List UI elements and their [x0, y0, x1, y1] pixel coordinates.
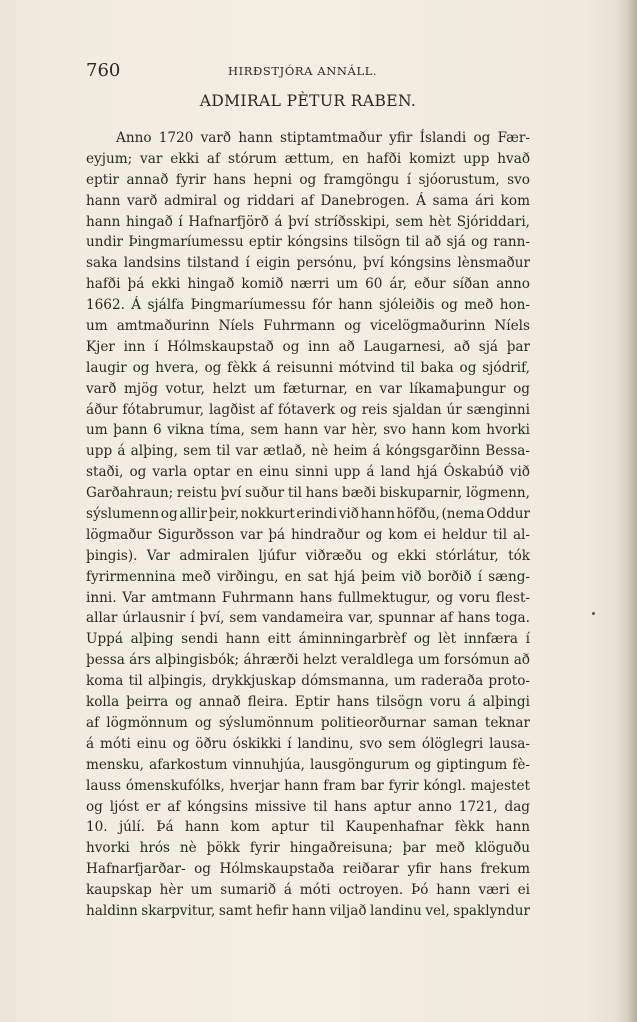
text-line: hvorki hrós nè þökk fyrir hingaðreisuna; þar með klöguðu	[86, 840, 530, 857]
text-line: staði, og varla optar en einu sinni upp á land hjá Óskabúð við	[86, 464, 530, 481]
text-line: 1662. Á sjálfa Þingmaríumessu fór hann sjóleiðis og með hon-	[86, 297, 530, 314]
margin-mark	[592, 612, 595, 615]
text-line: saka landsins tilstand í eigin persónu, því kóngsins lènsmaður	[86, 255, 530, 272]
text-line: þingis). Var admiralen ljúfur viðræðu og ekki stórlátur, tók	[86, 547, 530, 564]
text-line: allar úrlausnir í því, sem vandameira var, spunnar af hans toga.	[86, 610, 530, 627]
text-line: Anno 1720 varð hann stiptamtmaður yfir Íslandi og Fær-	[116, 130, 530, 146]
text-line: þessa árs alþingisbók; áhrærði helzt veraldlega um forsómun að	[86, 652, 530, 669]
text-line: eyjum; var ekki af stórum ættum, en hafði komizt upp hvað	[86, 150, 530, 167]
text-line: mensku, afarkostum vinnuhjúa, lausgöngurum og giptingum fè-	[86, 756, 530, 773]
text-line: inni. Var amtmann Fuhrmann hans fullmektugur, og voru flest-	[86, 589, 530, 606]
body-paragraph	[86, 128, 530, 922]
text-line: um amtmaðurinn Níels Fuhrmann og vicelögmaðurinn Níels	[86, 318, 530, 335]
chapter-title: ADMIRAL PÈTUR RABEN.	[199, 92, 417, 110]
text-line: Garðahraun; reistu því suður til hans bæði biskuparnir, lögmenn,	[86, 485, 530, 502]
running-title: HIRÐSTJÓRA ANNÁLL.	[228, 64, 378, 78]
running-head	[86, 58, 590, 84]
text-line: koma til alþingis, drykkjuskap dómsmanna, um raderaða proto-	[86, 673, 530, 690]
text-line: af lögmönnum og sýslumönnum politieorðurnar saman teknar	[86, 714, 530, 731]
text-line: Hafnarfjarðar- og Hólmskaupstaða reiðarar yfir hans frekum	[86, 861, 530, 878]
text-line: eptir annað fyrir hans hepni og framgöngu í sjóorustum, svo	[86, 171, 530, 188]
text-line: kaupskap hèr um sumarið á móti octroyen. Þó hann væri ei	[86, 882, 530, 899]
text-line: laugir og hvera, og fèkk á reisunni mótvind til baka og sjódrif,	[86, 359, 530, 376]
text-line: og ljóst er af kóngsins missive til hans aptur anno 1721, dag	[86, 798, 530, 815]
text-line: á móti einu og öðru óskikki í landinu, svo sem ólöglegri lausa-	[86, 735, 530, 752]
text-line: haldinn skarpvitur, samt hefir hann viljað landinu vel, spaklyndur	[86, 902, 530, 919]
text-line: áður fótabrumur, lagðist af fótaverk og reis sjaldan úr sænginni	[86, 401, 530, 418]
page-number: 760	[86, 60, 121, 81]
text-line: um þann 6 vikna tíma, sem hann var hèr, svo hann kom hvorki	[86, 422, 530, 439]
text-line: hann hingað í Hafnarfjörð á því stríðsskipi, sem hèt Sjóriddari,	[86, 213, 530, 230]
text-line: sýslumenn og allir þeir, nokkurt erindi við hann höfðu, (nema Oddur	[86, 506, 530, 523]
text-line: fyrirmennina með virðingu, en sat hjá þeim við borðið í sæng-	[86, 568, 530, 585]
text-line: kolla þeirra og annað fleira. Eptir hans tilsögn voru á alþingi	[86, 694, 530, 711]
text-line: lauss ómenskufólks, hverjar hann fram bar fyrir kóngl. majestet	[86, 777, 530, 794]
text-line: undir Þingmaríumessu eptir kóngsins tilsögn til að sjá og rann-	[86, 234, 530, 251]
page-gutter-shadow	[615, 0, 637, 1022]
text-line: Kjer inn í Hólmskaupstað og inn að Laugarnesi, að sjá þar	[86, 338, 530, 355]
text-line: hafði þá ekki hingað komið nærri um 60 ár, eður síðan anno	[86, 276, 530, 293]
text-line: 10. júlí. Þá hann kom aptur til Kaupenhafnar fèkk hann	[86, 819, 530, 836]
text-line: upp á alþing, sem til var ætlað, nè heim á kóngsgarðinn Bessa-	[86, 443, 530, 460]
text-line: hann varð admiral og riddari af Danebrogen. Á sama ári kom	[86, 192, 530, 209]
text-line: varð mjög votur, helzt um fæturnar, en var líkamaþungur og	[86, 380, 530, 397]
text-line: Uppá alþing sendi hann eitt áminningarbrèf og lèt innfæra í	[86, 631, 530, 648]
text-line: lögmaður Sigurðsson var þá hindraður og kom ei heldur til al-	[86, 526, 530, 543]
